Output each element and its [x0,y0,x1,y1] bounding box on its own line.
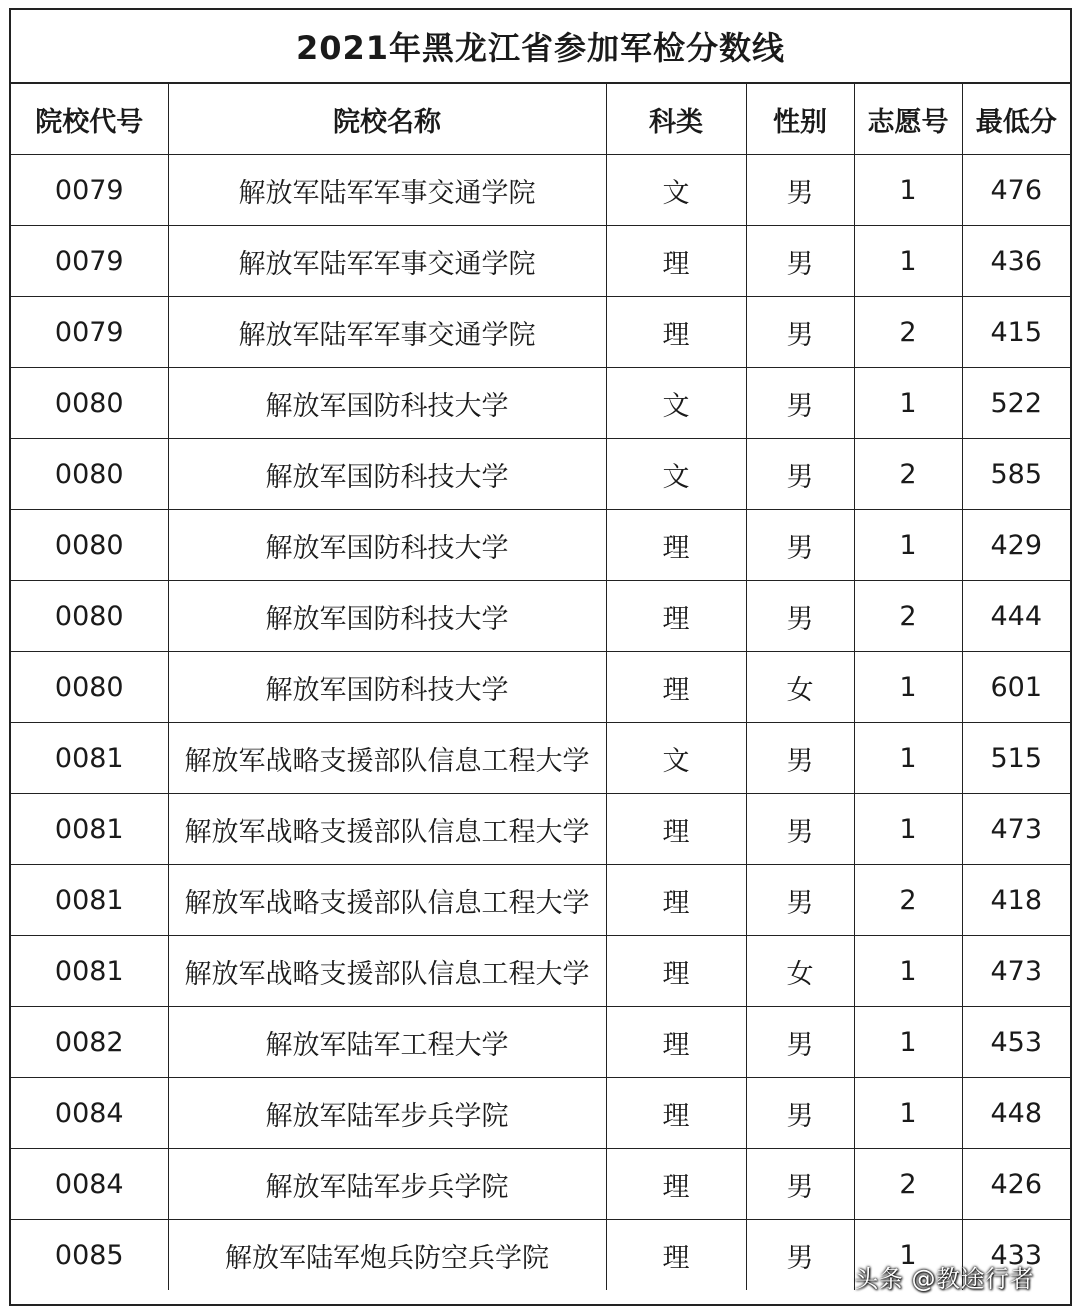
cell-school-code: 0084 [11,1149,168,1220]
cell-choice-number: 1 [854,226,962,297]
cell-gender: 男 [746,1007,854,1078]
header-subject-type: 科类 [606,84,746,155]
cell-subject-type: 文 [606,723,746,794]
cell-choice-number: 2 [854,439,962,510]
cell-subject-type: 理 [606,581,746,652]
cell-min-score: 585 [962,439,1070,510]
cell-choice-number: 2 [854,1149,962,1220]
cell-school-code: 0080 [11,368,168,439]
table-row [11,439,1070,510]
score-table-sheet [9,8,1072,1306]
cell-gender: 男 [746,581,854,652]
cell-school-name: 解放军战略支援部队信息工程大学 [168,794,606,865]
cell-min-score: 453 [962,1007,1070,1078]
table-row [11,581,1070,652]
cell-choice-number: 1 [854,1220,962,1291]
cell-min-score: 418 [962,865,1070,936]
cell-subject-type: 理 [606,936,746,1007]
cell-school-name: 解放军战略支援部队信息工程大学 [168,936,606,1007]
cell-school-name: 解放军国防科技大学 [168,510,606,581]
cell-subject-type: 理 [606,1149,746,1220]
cell-school-code: 0080 [11,510,168,581]
cell-choice-number: 1 [854,652,962,723]
cell-min-score: 433 [962,1220,1070,1291]
cell-school-name: 解放军战略支援部队信息工程大学 [168,723,606,794]
cell-school-name: 解放军陆军军事交通学院 [168,297,606,368]
cell-school-name: 解放军国防科技大学 [168,368,606,439]
cell-choice-number: 1 [854,1007,962,1078]
cell-subject-type: 理 [606,510,746,581]
cell-school-code: 0079 [11,226,168,297]
table-row [11,723,1070,794]
cell-gender: 男 [746,865,854,936]
cell-gender: 男 [746,1220,854,1291]
cell-gender: 男 [746,439,854,510]
cell-school-name: 解放军陆军炮兵防空兵学院 [168,1220,606,1291]
cell-min-score: 476 [962,155,1070,226]
header-row [11,84,1070,155]
table-row [11,794,1070,865]
cell-gender: 男 [746,1149,854,1220]
cell-choice-number: 1 [854,155,962,226]
cell-school-code: 0080 [11,581,168,652]
cell-subject-type: 理 [606,794,746,865]
cell-school-code: 0080 [11,652,168,723]
cell-gender: 女 [746,652,854,723]
cell-choice-number: 1 [854,936,962,1007]
cell-choice-number: 1 [854,723,962,794]
score-table [11,84,1070,1290]
cell-min-score: 429 [962,510,1070,581]
cell-school-name: 解放军陆军步兵学院 [168,1149,606,1220]
cell-choice-number: 1 [854,794,962,865]
cell-choice-number: 2 [854,865,962,936]
cell-school-code: 0081 [11,723,168,794]
cell-choice-number: 2 [854,297,962,368]
table-row [11,1007,1070,1078]
cell-min-score: 426 [962,1149,1070,1220]
cell-school-name: 解放军陆军工程大学 [168,1007,606,1078]
cell-school-code: 0085 [11,1220,168,1291]
cell-subject-type: 文 [606,368,746,439]
cell-gender: 男 [746,1078,854,1149]
cell-subject-type: 理 [606,865,746,936]
cell-gender: 男 [746,723,854,794]
cell-subject-type: 理 [606,1078,746,1149]
cell-choice-number: 1 [854,510,962,581]
cell-min-score: 436 [962,226,1070,297]
table-row [11,297,1070,368]
table-row [11,1149,1070,1220]
cell-choice-number: 1 [854,1078,962,1149]
cell-min-score: 515 [962,723,1070,794]
cell-choice-number: 1 [854,368,962,439]
cell-subject-type: 理 [606,297,746,368]
cell-school-code: 0080 [11,439,168,510]
cell-min-score: 473 [962,794,1070,865]
cell-subject-type: 文 [606,155,746,226]
cell-school-name: 解放军陆军军事交通学院 [168,226,606,297]
cell-school-code: 0084 [11,1078,168,1149]
cell-school-code: 0081 [11,936,168,1007]
table-body [11,155,1070,1291]
table-row [11,936,1070,1007]
header-school-name: 院校名称 [168,84,606,155]
table-row [11,368,1070,439]
cell-min-score: 448 [962,1078,1070,1149]
table-row [11,865,1070,936]
cell-choice-number: 2 [854,581,962,652]
cell-school-name: 解放军陆军步兵学院 [168,1078,606,1149]
cell-school-code: 0079 [11,155,168,226]
cell-min-score: 601 [962,652,1070,723]
table-row [11,226,1070,297]
cell-subject-type: 理 [606,652,746,723]
cell-school-name: 解放军陆军军事交通学院 [168,155,606,226]
cell-subject-type: 理 [606,1220,746,1291]
cell-school-name: 解放军战略支援部队信息工程大学 [168,865,606,936]
cell-subject-type: 文 [606,439,746,510]
cell-school-code: 0082 [11,1007,168,1078]
cell-school-code: 0081 [11,794,168,865]
header-choice-number: 志愿号 [854,84,962,155]
cell-gender: 男 [746,226,854,297]
header-gender: 性别 [746,84,854,155]
table-row [11,510,1070,581]
cell-min-score: 473 [962,936,1070,1007]
header-school-code: 院校代号 [11,84,168,155]
cell-gender: 女 [746,936,854,1007]
table-row [11,1078,1070,1149]
cell-school-name: 解放军国防科技大学 [168,439,606,510]
table-row [11,652,1070,723]
cell-subject-type: 理 [606,226,746,297]
cell-gender: 男 [746,794,854,865]
watermark: 头条 @教途行者 [854,1265,1034,1293]
cell-min-score: 444 [962,581,1070,652]
cell-gender: 男 [746,297,854,368]
table-row [11,155,1070,226]
header-min-score: 最低分 [962,84,1070,155]
cell-gender: 男 [746,510,854,581]
cell-school-code: 0079 [11,297,168,368]
cell-school-name: 解放军国防科技大学 [168,652,606,723]
cell-min-score: 415 [962,297,1070,368]
table-title: 2021年黑龙江省参加军检分数线 [11,10,1070,84]
cell-gender: 男 [746,155,854,226]
cell-school-code: 0081 [11,865,168,936]
cell-gender: 男 [746,368,854,439]
cell-min-score: 522 [962,368,1070,439]
cell-school-name: 解放军国防科技大学 [168,581,606,652]
cell-subject-type: 理 [606,1007,746,1078]
